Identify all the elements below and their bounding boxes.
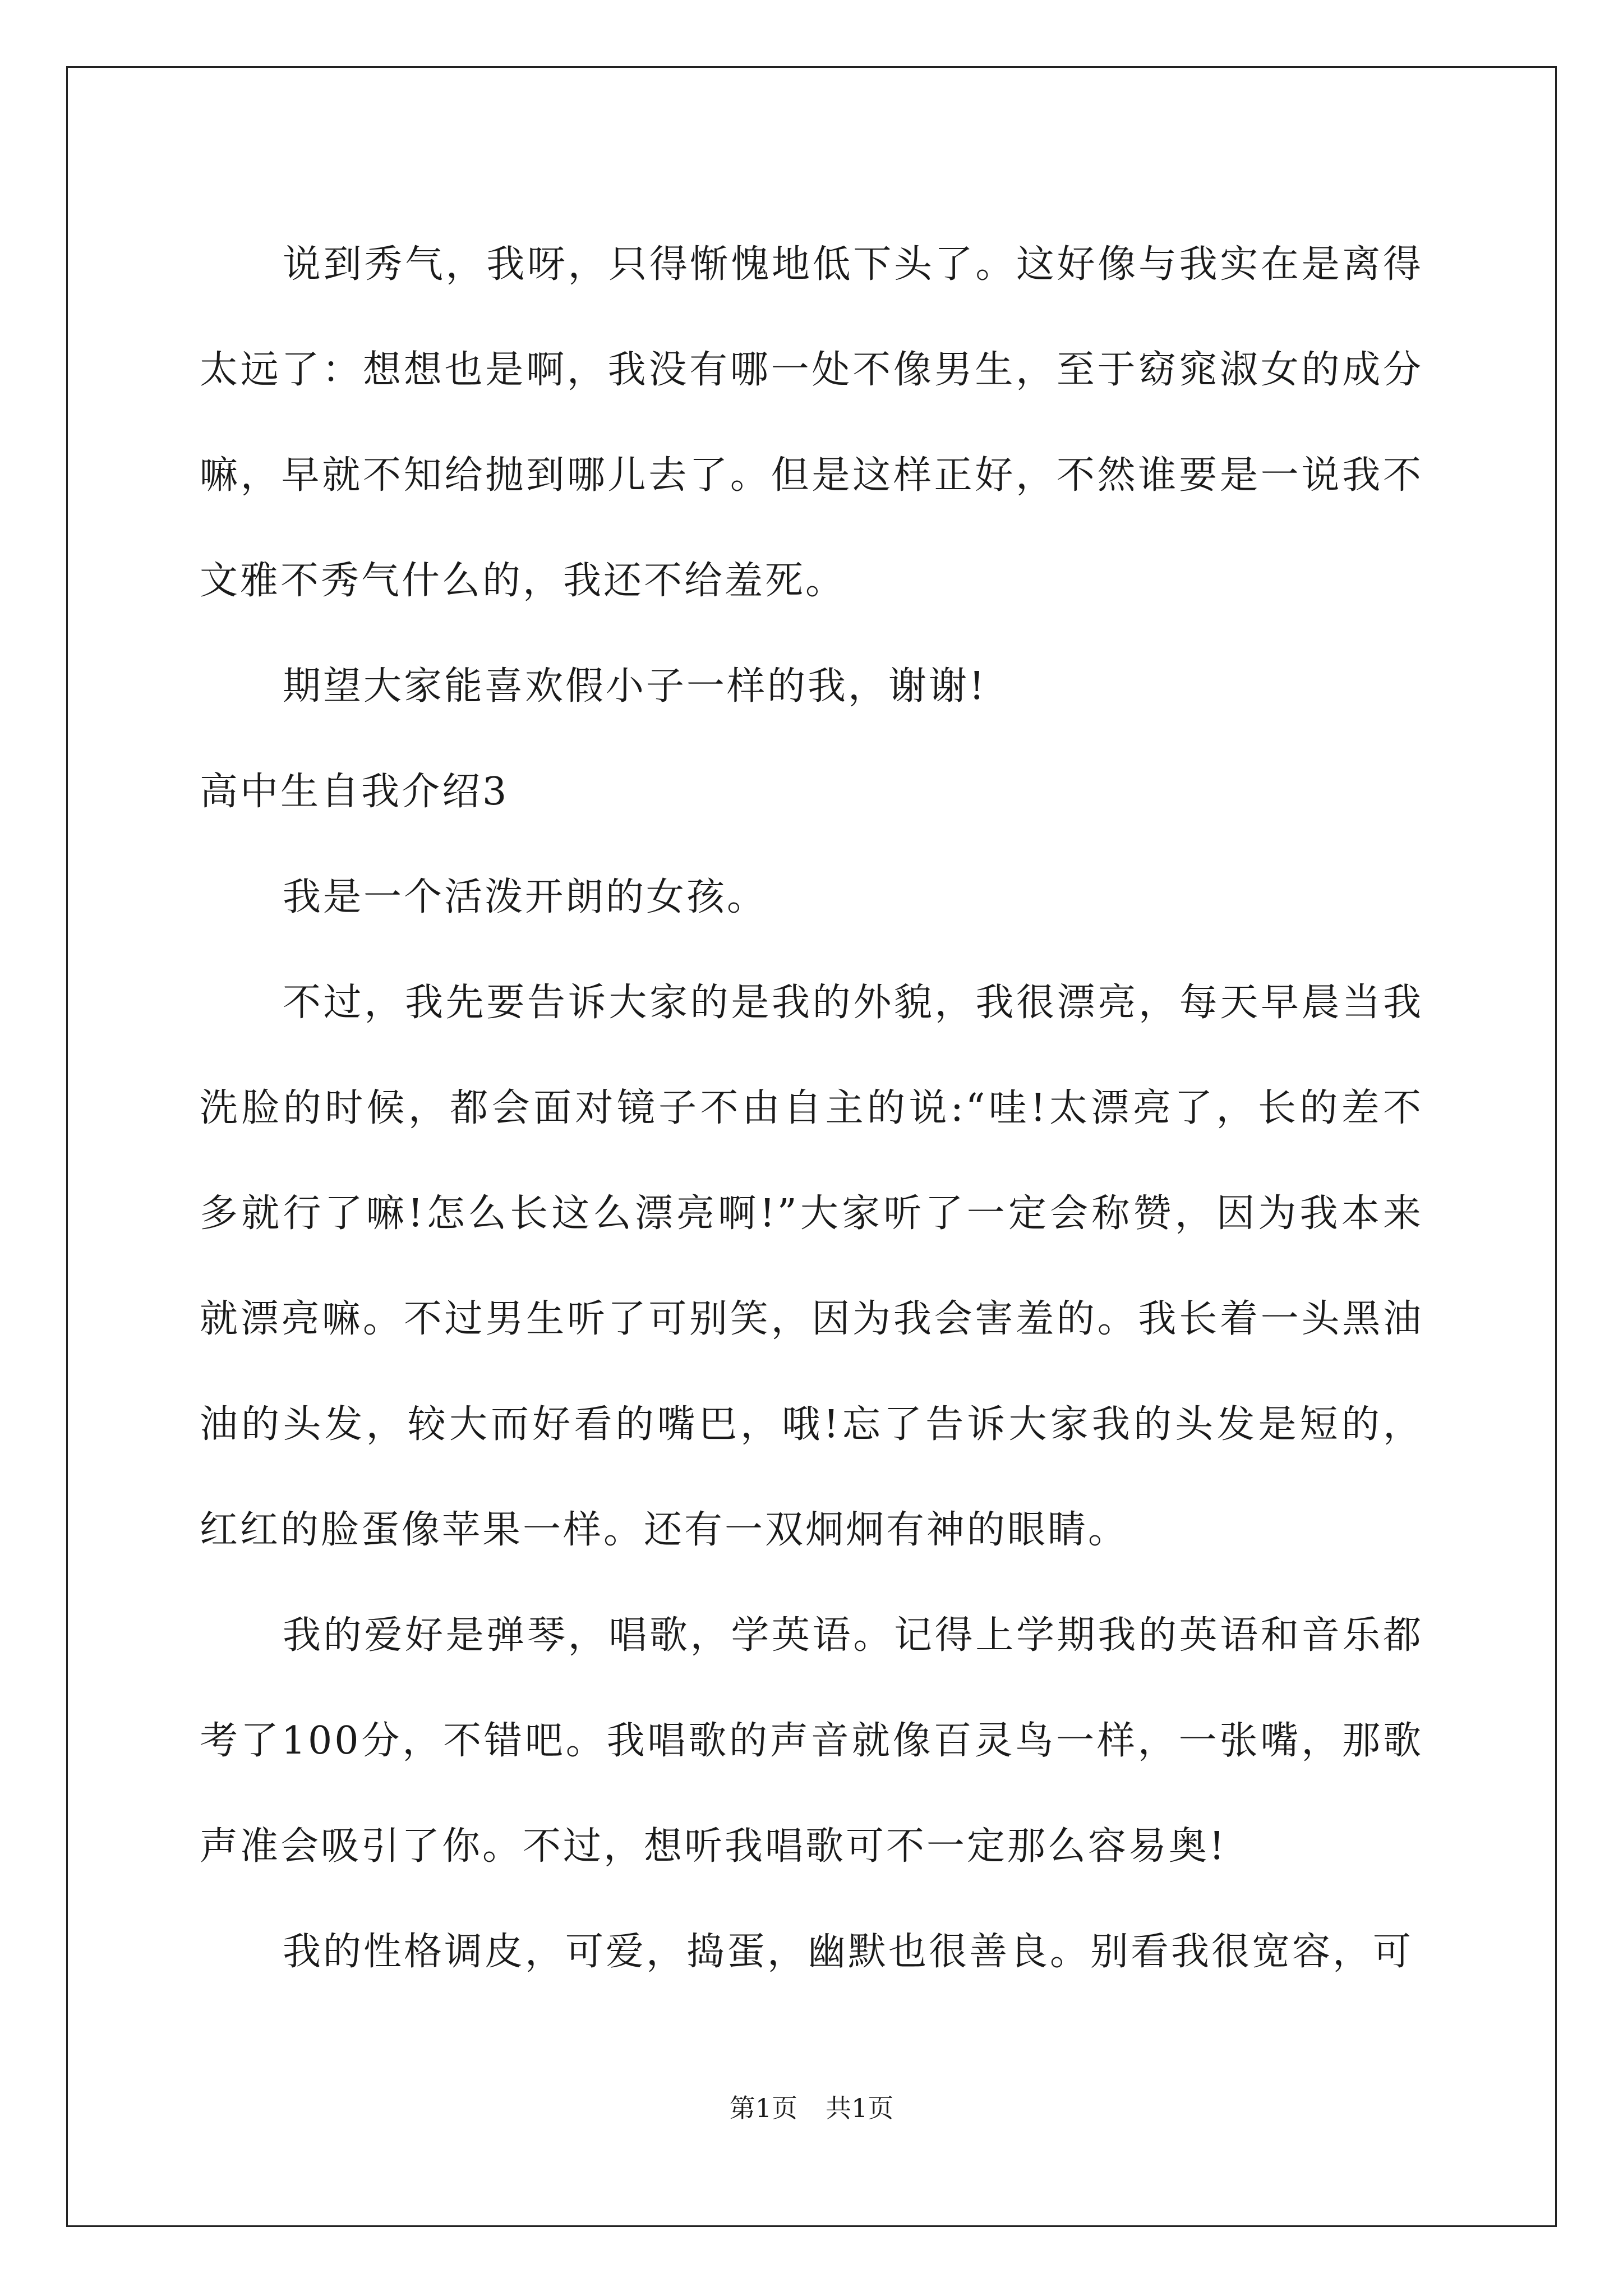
section-heading: 高中生自我介绍3 (200, 770, 509, 814)
paragraph: 我的性格调皮，可爱，捣蛋，幽默也很善良。别看我很宽容，可 (283, 1930, 1414, 1974)
paragraph: 我的爱好是弹琴，唱歌，学英语。记得上学期我的英语和音乐都考了100分，不错吧。我唱歌的声音就像百灵鸟一样，一张嘴，那歌声准会吸引了你。不过，想听我唱歌可不一定那么容易奥! (200, 1613, 1423, 1869)
paragraph: 期望大家能喜欢假小子一样的我，谢谢! (283, 664, 987, 708)
paragraph: 我是一个活泼开朗的女孩。 (283, 875, 768, 919)
page-footer (0, 2088, 1623, 2125)
page-total: 共1页 (826, 2093, 894, 2123)
paragraph: 说到秀气，我呀，只得惭愧地低下头了。这好像与我实在是离得太远了：想想也是啊，我没有哪一处不像男生，至于窈窕淑女的成分嘛，早就不知给抛到哪儿去了。但是这样正好，不然谁要是一说我不文雅不秀气什么的，我还不给羞死。 (200, 242, 1423, 603)
document-body (200, 212, 1423, 2005)
paragraph: 不过，我先要告诉大家的是我的外貌，我很漂亮，每天早晨当我洗脸的时候，都会面对镜子不由自主的说:“哇!太漂亮了，长的差不多就行了嘛!怎么长这么漂亮啊!”大家听了一定会称赞，因为我本来就漂亮嘛。不过男生听了可别笑，因为我会害羞的。我长着一头黑油油的头发，较大而好看的嘴巴，哦!忘了告诉大家我的头发是短的，红红的脸蛋像苹果一样。还有一双炯炯有神的眼睛。 (200, 981, 1423, 1552)
page-number: 第1页 (729, 2093, 797, 2123)
